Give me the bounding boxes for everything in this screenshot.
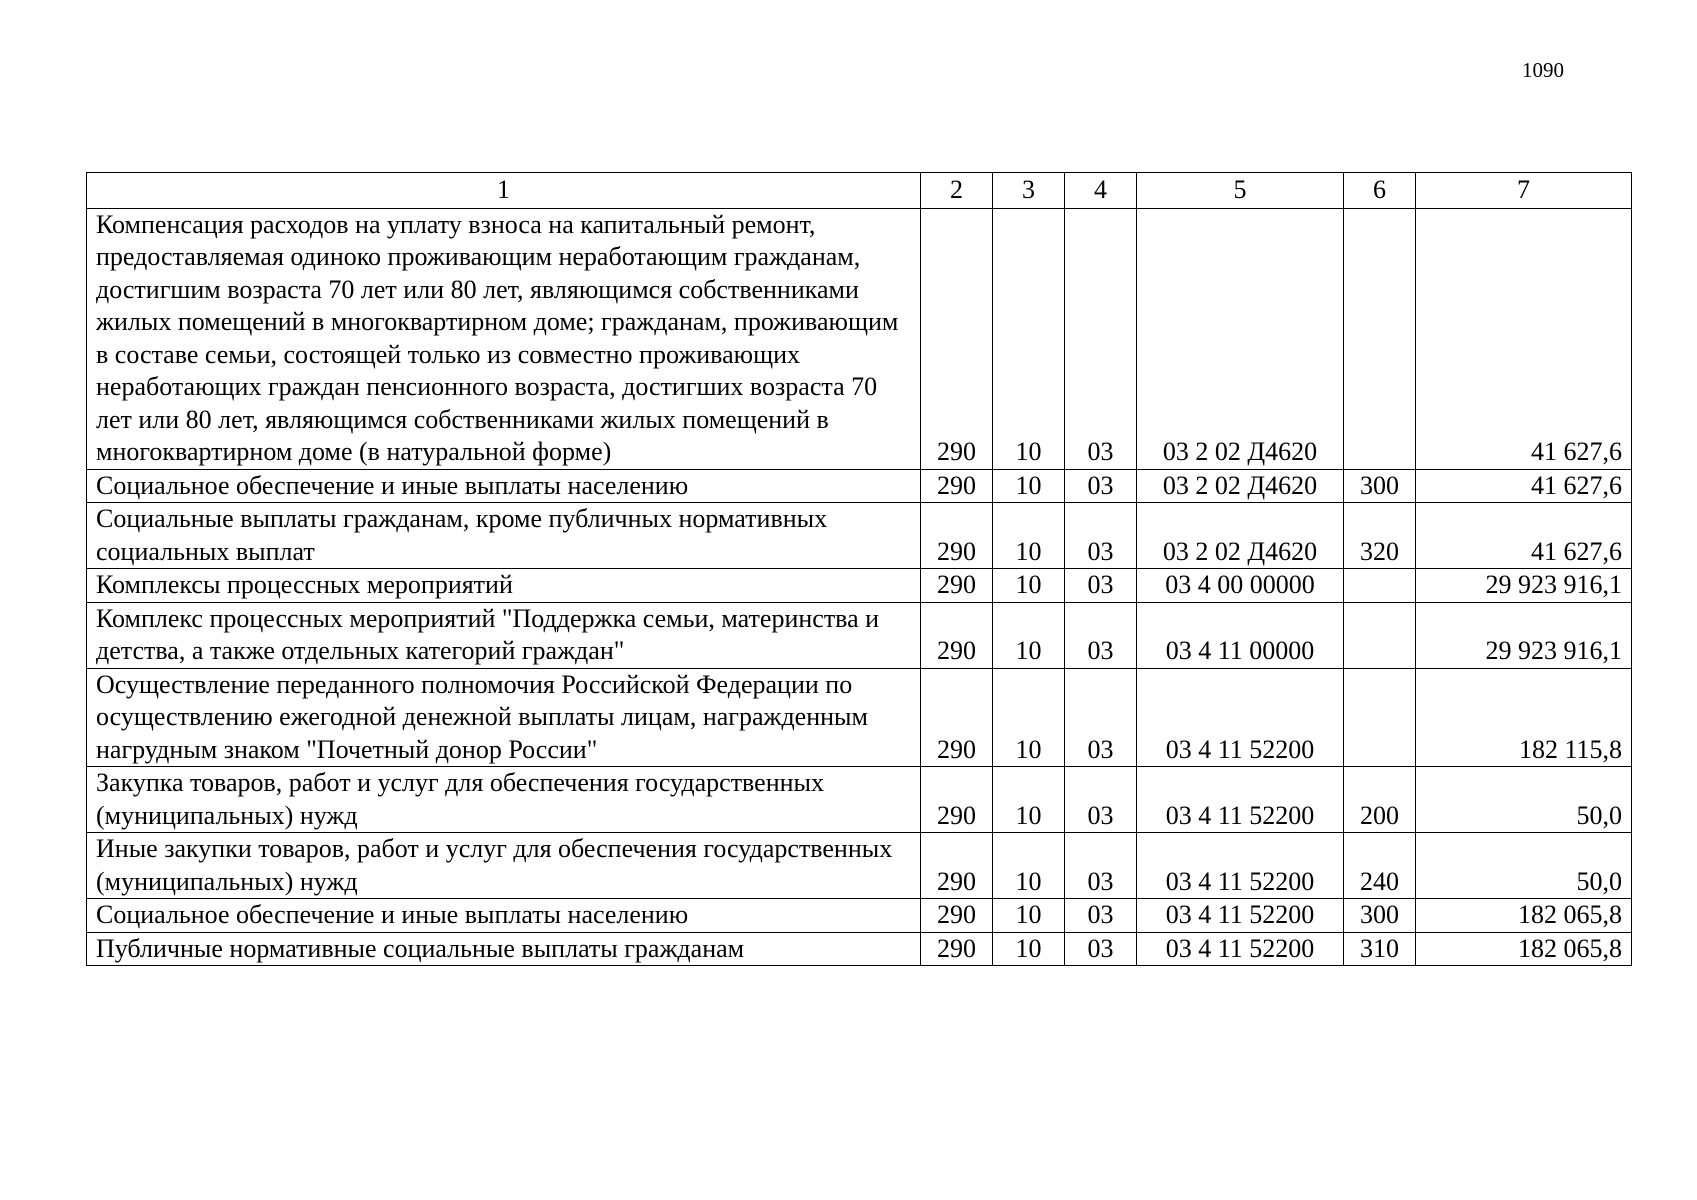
column-header: 3 [993,173,1065,209]
subsection-code-cell: 03 [1065,899,1137,933]
column-header: 7 [1416,173,1632,209]
amount-cell: 41 627,6 [1416,503,1632,569]
amount-cell: 182 065,8 [1416,932,1632,966]
expense-type-cell: 240 [1344,833,1416,899]
subsection-code-cell: 03 [1065,569,1137,603]
ministry-code-cell: 290 [921,569,993,603]
section-code-cell: 10 [993,932,1065,966]
ministry-code-cell: 290 [921,469,993,503]
table-row [87,932,1632,966]
target-article-cell: 03 4 11 00000 [1137,602,1344,668]
expense-type-cell: 300 [1344,899,1416,933]
table-row [87,767,1632,833]
column-header: 5 [1137,173,1344,209]
section-code-cell: 10 [993,469,1065,503]
expense-type-cell: 300 [1344,469,1416,503]
row-name-cell: Осуществление переданного полномочия Российской Федерации по осуществлению ежегодной денежной выплаты лицам, награжденным нагрудным знаком "Почетный донор России" [87,668,921,767]
row-name-cell: Социальное обеспечение и иные выплаты населению [87,469,921,503]
subsection-code-cell: 03 [1065,932,1137,966]
column-header: 1 [87,173,921,209]
row-name-cell: Комплексы процессных мероприятий [87,569,921,603]
page-number: 1090 [1522,58,1564,82]
expense-type-cell: 310 [1344,932,1416,966]
column-header: 2 [921,173,993,209]
table-row [87,899,1632,933]
amount-cell: 41 627,6 [1416,208,1632,469]
ministry-code-cell: 290 [921,668,993,767]
ministry-code-cell: 290 [921,208,993,469]
table-row [87,833,1632,899]
ministry-code-cell: 290 [921,932,993,966]
table-row [87,469,1632,503]
section-code-cell: 10 [993,503,1065,569]
amount-cell: 182 115,8 [1416,668,1632,767]
expense-type-cell [1344,208,1416,469]
row-name-cell: Социальное обеспечение и иные выплаты населению [87,899,921,933]
expense-type-cell [1344,668,1416,767]
expense-type-cell [1344,569,1416,603]
amount-cell: 50,0 [1416,833,1632,899]
subsection-code-cell: 03 [1065,503,1137,569]
target-article-cell: 03 4 11 52200 [1137,932,1344,966]
subsection-code-cell: 03 [1065,602,1137,668]
section-code-cell: 10 [993,767,1065,833]
amount-cell: 50,0 [1416,767,1632,833]
target-article-cell: 03 4 11 52200 [1137,767,1344,833]
table-row [87,569,1632,603]
amount-cell: 182 065,8 [1416,899,1632,933]
ministry-code-cell: 290 [921,767,993,833]
table-row [87,503,1632,569]
section-code-cell: 10 [993,208,1065,469]
budget-table [86,172,1632,966]
subsection-code-cell: 03 [1065,767,1137,833]
row-name-cell: Социальные выплаты гражданам, кроме публичных нормативных социальных выплат [87,503,921,569]
table-row [87,208,1632,469]
target-article-cell: 03 4 00 00000 [1137,569,1344,603]
row-name-cell: Компенсация расходов на уплату взноса на капитальный ремонт, предоставляемая одиноко проживающим неработающим гражданам, достигшим возраста 70 лет или 80 лет, являющимся собственниками жилых помещений в многоквартирном доме; гражданам, проживающим в составе семьи, состоящей только из совместно проживающих неработающих граждан пенсионного возраста, достигших возраста 70 лет или 80 лет, являющимся собственниками жилых помещений в многоквартирном доме (в натуральной форме) [87,208,921,469]
ministry-code-cell: 290 [921,833,993,899]
section-code-cell: 10 [993,668,1065,767]
subsection-code-cell: 03 [1065,469,1137,503]
row-name-cell: Закупка товаров, работ и услуг для обеспечения государственных (муниципальных) нужд [87,767,921,833]
ministry-code-cell: 290 [921,503,993,569]
subsection-code-cell: 03 [1065,668,1137,767]
amount-cell: 29 923 916,1 [1416,569,1632,603]
expense-type-cell [1344,602,1416,668]
row-name-cell: Иные закупки товаров, работ и услуг для обеспечения государственных (муниципальных) нужд [87,833,921,899]
amount-cell: 29 923 916,1 [1416,602,1632,668]
row-name-cell: Комплекс процессных мероприятий "Поддержка семьи, материнства и детства, а также отдельных категорий граждан" [87,602,921,668]
subsection-code-cell: 03 [1065,208,1137,469]
section-code-cell: 10 [993,602,1065,668]
subsection-code-cell: 03 [1065,833,1137,899]
target-article-cell: 03 4 11 52200 [1137,899,1344,933]
expense-type-cell: 320 [1344,503,1416,569]
target-article-cell: 03 2 02 Д4620 [1137,503,1344,569]
table-row [87,602,1632,668]
column-header: 4 [1065,173,1137,209]
expense-type-cell: 200 [1344,767,1416,833]
section-code-cell: 10 [993,569,1065,603]
table-header-row [87,173,1632,209]
ministry-code-cell: 290 [921,899,993,933]
column-header: 6 [1344,173,1416,209]
amount-cell: 41 627,6 [1416,469,1632,503]
target-article-cell: 03 4 11 52200 [1137,833,1344,899]
target-article-cell: 03 2 02 Д4620 [1137,469,1344,503]
ministry-code-cell: 290 [921,602,993,668]
row-name-cell: Публичные нормативные социальные выплаты гражданам [87,932,921,966]
target-article-cell: 03 2 02 Д4620 [1137,208,1344,469]
section-code-cell: 10 [993,833,1065,899]
section-code-cell: 10 [993,899,1065,933]
table-row [87,668,1632,767]
target-article-cell: 03 4 11 52200 [1137,668,1344,767]
